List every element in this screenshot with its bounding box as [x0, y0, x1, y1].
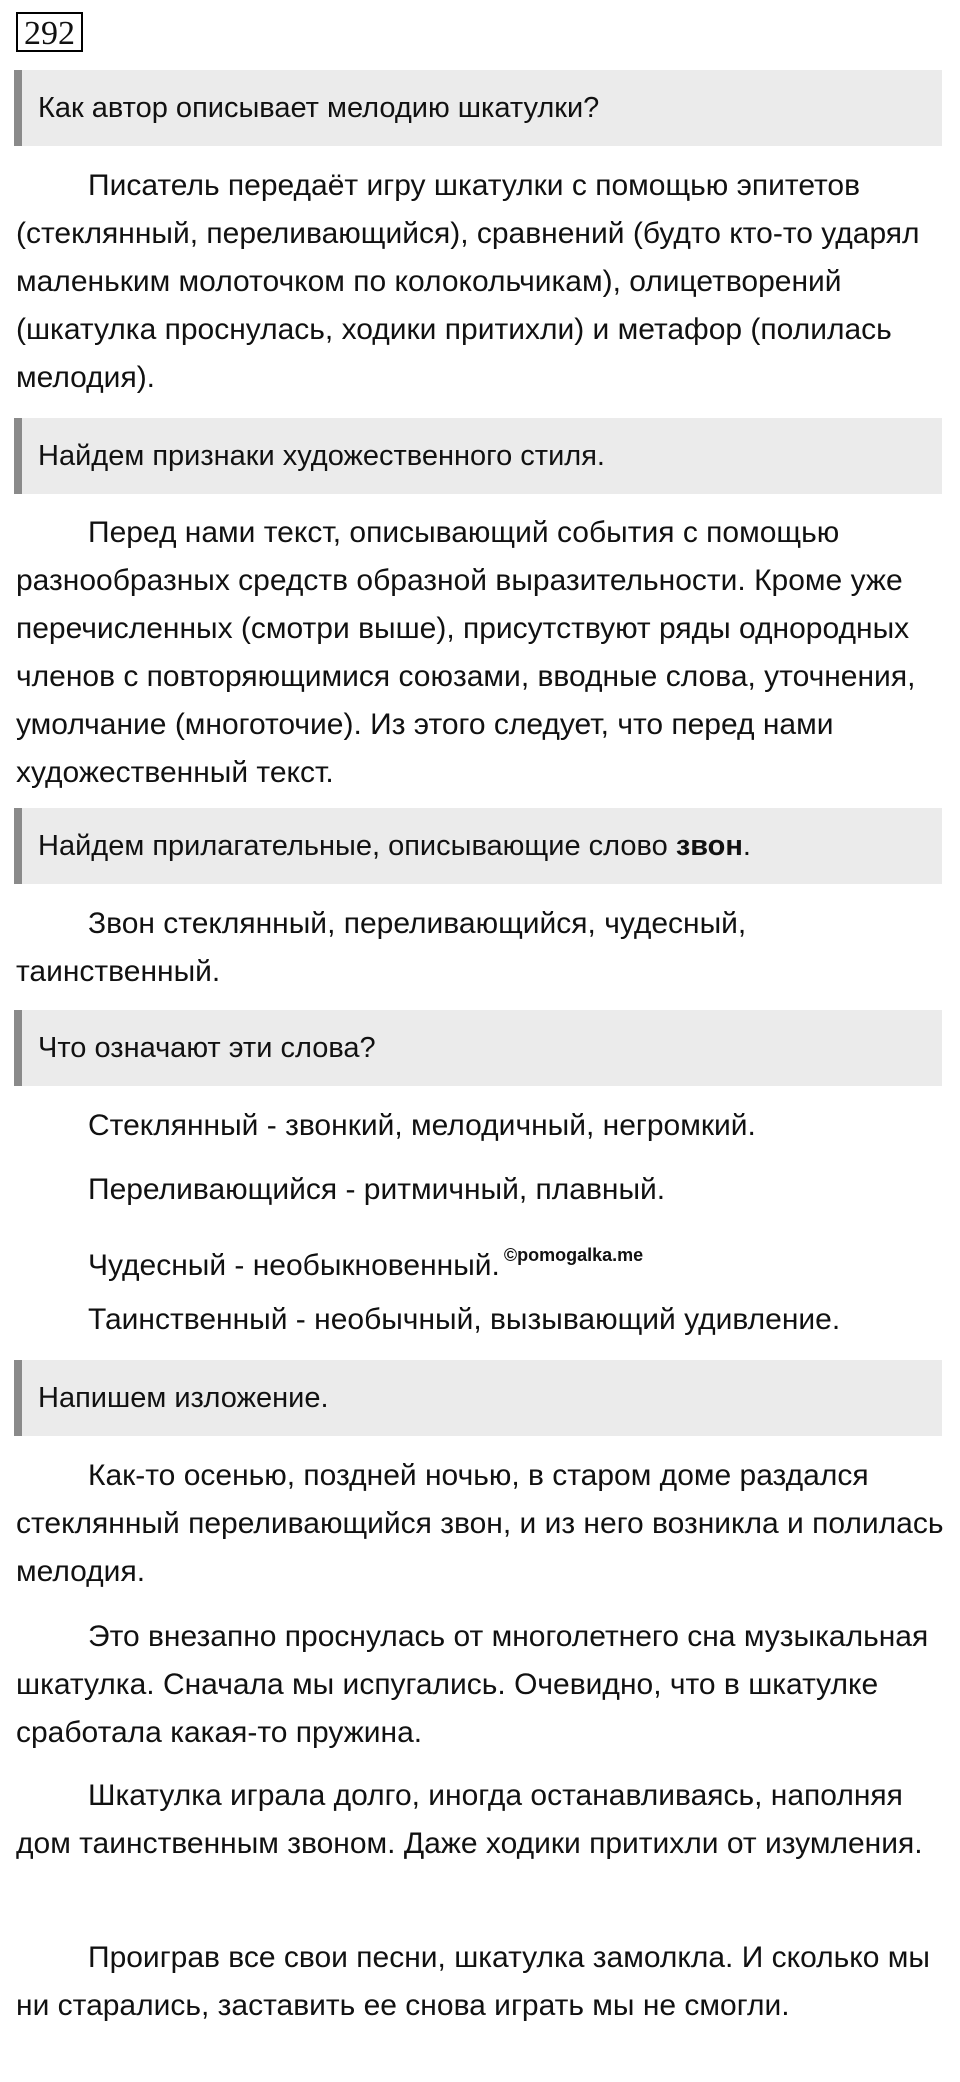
- paragraph-adjectives: Звон стеклянный, переливающийся, чудесный, таинственный.: [16, 907, 747, 988]
- section-header-label: Что означают эти слова?: [38, 1031, 376, 1064]
- definition-tainstvenny: Таинственный - необычный, вызывающий удивление.: [88, 1303, 841, 1336]
- section-header-melody: [14, 70, 942, 146]
- watermark: ©pomogalka.me: [503, 1245, 644, 1265]
- definition-chudesny: [88, 1235, 643, 1286]
- definition-steklyanny: Стеклянный - звонкий, мелодичный, негромкий.: [88, 1109, 756, 1142]
- retelling-paragraph-2: Это внезапно проснулась от многолетнего сна музыкальная шкатулка. Сначала мы испугались. Очевидно, что в шкатулке сработала какая-то пружина.: [16, 1620, 929, 1749]
- paragraph-style: Перед нами текст, описывающий события с помощью разнообразных средств образной выразительности. Кроме уже перечисленных (смотри выше), присутствуют ряды однородных членов с повторяющимися союзами, вводные слова, уточнения, умолчание (многоточие). Из этого следует, что перед нами художественный текст.: [16, 516, 916, 789]
- header-text: Найдем прилагательные, описывающие слово: [38, 829, 676, 862]
- definition-text: Чудесный - необыкновенный.: [88, 1249, 500, 1282]
- section-header-label: Как автор описывает мелодию шкатулки?: [38, 91, 600, 124]
- paragraph-melody: Писатель передаёт игру шкатулки с помощью эпитетов (стеклянный, переливающийся), сравнений (будто кто-то ударял маленьким молоточком по колокольчикам), олицетворений (шкатулка проснулась, ходики притихли) и метафор (полилась мелодия).: [16, 169, 920, 394]
- section-header-adjectives: [14, 808, 942, 884]
- header-bold-word: звон: [675, 829, 743, 862]
- retelling-paragraph-1: Как-то осенью, поздней ночью, в старом доме раздался стеклянный переливающийся звон, и из него возникла и полилась мелодия.: [16, 1459, 944, 1588]
- header-punct: .: [742, 829, 751, 862]
- section-header-label: Напишем изложение.: [38, 1381, 329, 1414]
- section-header-style: [14, 418, 942, 494]
- retelling-paragraph-4: Проиграв все свои песни, шкатулка замолкла. И сколько мы ни старались, заставить ее снова играть мы не смогли.: [16, 1941, 930, 2022]
- section-header-label: [38, 830, 751, 863]
- section-header-label: Найдем признаки художественного стиля.: [38, 439, 605, 472]
- task-number: 292: [16, 12, 83, 52]
- definition-perelivayushchiysya: Переливающийся - ритмичный, плавный.: [88, 1173, 666, 1206]
- section-header-meanings: [14, 1010, 942, 1086]
- retelling-paragraph-3: Шкатулка играла долго, иногда останавливаясь, наполняя дом таинственным звоном. Даже ходики притихли от изумления.: [16, 1779, 923, 1860]
- section-header-retelling: [14, 1360, 942, 1436]
